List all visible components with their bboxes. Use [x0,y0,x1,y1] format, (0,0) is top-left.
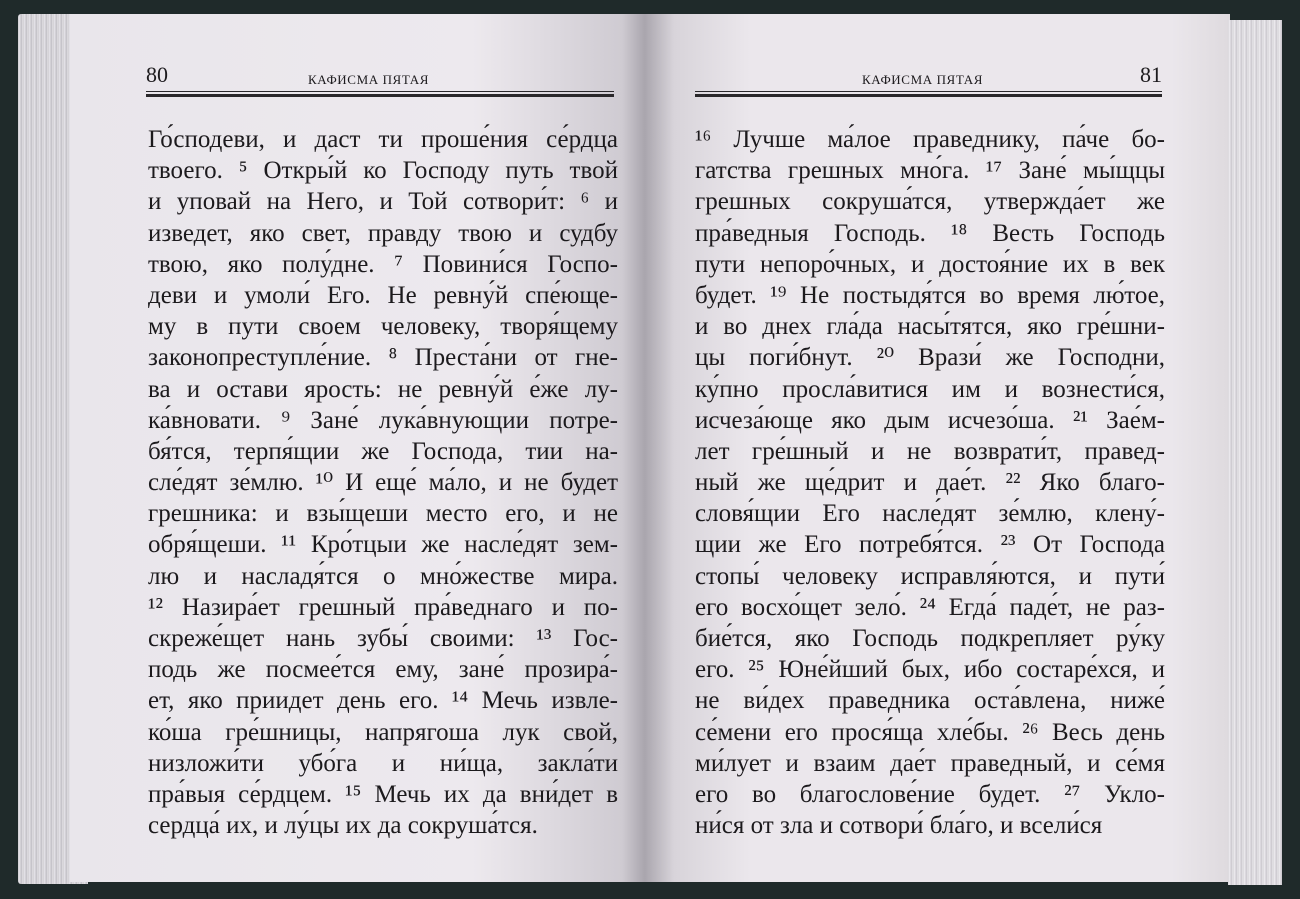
text-line: и во днех гла́да насы́тятся, яко гре́шни- [695,313,1165,341]
text-line: пра́ведныя Господь. ¹⁸ Весть Господь [695,219,1165,247]
text-line: пути непоро́чных, и достоя́ние их в век [695,250,1165,278]
running-head-left [146,62,614,102]
text-line: его во благослове́ние будет. ²⁷ Укло- [695,780,1165,808]
text-line: ни́ся от зла и сотвори́ бла́го, и всели́ся [695,812,1103,840]
text-line: скреже́щет нань зубы́ своими: ¹³ Гос- [148,625,618,652]
page-number-right: 81 [1140,62,1162,87]
text-line: гатства грешных мно́га. ¹⁷ Зане́ мы́щцы [695,157,1165,185]
left-page [70,14,645,882]
text-line: его восхо́щет зело́. ²⁴ Егда́ паде́т, не раз- [695,593,1165,621]
text-line: словя́щии Его насле́дят зе́млю, клену́- [695,500,1165,528]
text-line: ка́вновати. ⁹ Зане́ лука́внующии потре- [148,406,618,434]
text-line: обря́щеши. ¹¹ Кро́тцыи же насле́дят зем- [148,531,618,559]
text-line: твоего. ⁵ Откры́й ко Господу путь твой [148,157,618,185]
text-line: Го́сподеви, и даст ти проше́ния се́рдца [148,126,618,153]
section-title-left: КАФИСМА ПЯТАЯ [308,72,429,87]
text-line: подь же посмее́тся ему, зане́ прозира́- [148,656,618,684]
text-line: лет гре́шный и не возврати́т, правед- [695,437,1165,465]
text-line: ет, яко приидет день его. ¹⁴ Мечь извле- [148,687,618,715]
text-line: стопы́ человеку исправля́ются, и пути́ [695,562,1165,590]
text-line: му в пути своем человеку, творя́щему [148,313,618,341]
text-line: лю и насладя́тся о мно́жестве мира. [148,562,618,590]
text-line: ку́пно просла́витися им и вознести́ся, [695,375,1165,403]
text-line: ный же ще́дрит и дае́т. ²² Яко благо- [695,469,1165,497]
text-line: бие́тся, яко Господь подкрепляет ру́ку [695,625,1165,652]
text-line: пра́выя се́рдцем. ¹⁵ Мечь их да вни́дет в [148,780,618,808]
text-line: ко́ша гре́шницы, напрягоша лук свой, [148,718,618,746]
running-head-right [695,62,1162,102]
text-line: деви и умоли́ Его. Не ревну́й спе́юще- [148,281,618,309]
text-line: се́мени его прося́ща хле́бы. ²⁶ Весь день [695,718,1165,746]
text-line: щии же Его потребя́тся. ²³ От Господа [695,531,1165,559]
text-line: ва и остави ярость: не ревну́й е́же лу- [148,375,618,403]
text-line: сердца́ их, и лу́цы их да сокруша́тся. [148,812,538,840]
right-page-text [695,124,1165,841]
text-line: ми́лует и взаим дае́т праведный, и се́мя [695,749,1165,777]
text-line: бя́тся, терпя́щии же Господа, тии на- [148,437,618,465]
right-page [645,14,1230,882]
text-line: будет. ¹⁹ Не постыдя́тся во время лю́тое, [695,281,1165,309]
text-line: изведет, яко свет, правду твою и судбу [148,219,618,247]
text-line: ¹² Назира́ет грешный пра́веднаго и по- [148,593,618,621]
page-number-left: 80 [146,62,168,87]
text-line: и уповай на Него, и Той сотвори́т: ⁶ и [148,188,618,216]
text-line: законопреступле́ние. ⁸ Преста́ни от гне- [148,344,618,372]
text-line: грешника: и взы́щеши место его, и не [148,500,618,528]
book-page-edges-right [1228,20,1282,885]
text-line: ¹⁶ Лучше ма́лое праведнику, па́че бо- [695,126,1165,153]
text-line: твою, яко полу́дне. ⁷ Повини́ся Госпо- [148,250,618,278]
header-rule-thin-left [146,91,614,92]
header-rule-thick-right [695,94,1162,97]
text-line: низложи́ти убо́га и ни́ща, закла́ти [148,749,618,777]
left-page-text [148,124,618,841]
header-rule-thin-right [695,91,1162,92]
text-line: его. ²⁵ Юне́йший бых, ибо состаре́хся, и [695,656,1165,684]
text-line: сле́дят зе́млю. ¹⁰ И еще́ ма́ло, и не будет [148,469,618,497]
text-line: грешных сокруша́тся, утвержда́ет же [695,188,1165,216]
text-line: исчеза́юще яко дым исчезо́ша. ²¹ Зае́м- [695,406,1165,434]
header-rule-thick-left [146,94,614,97]
section-title-right: КАФИСМА ПЯТАЯ [862,72,983,87]
text-line: не ви́дех праведника оста́влена, ниже́ [695,687,1165,715]
text-line: цы поги́бнут. ²⁰ Врази́ же Господни, [695,344,1165,372]
